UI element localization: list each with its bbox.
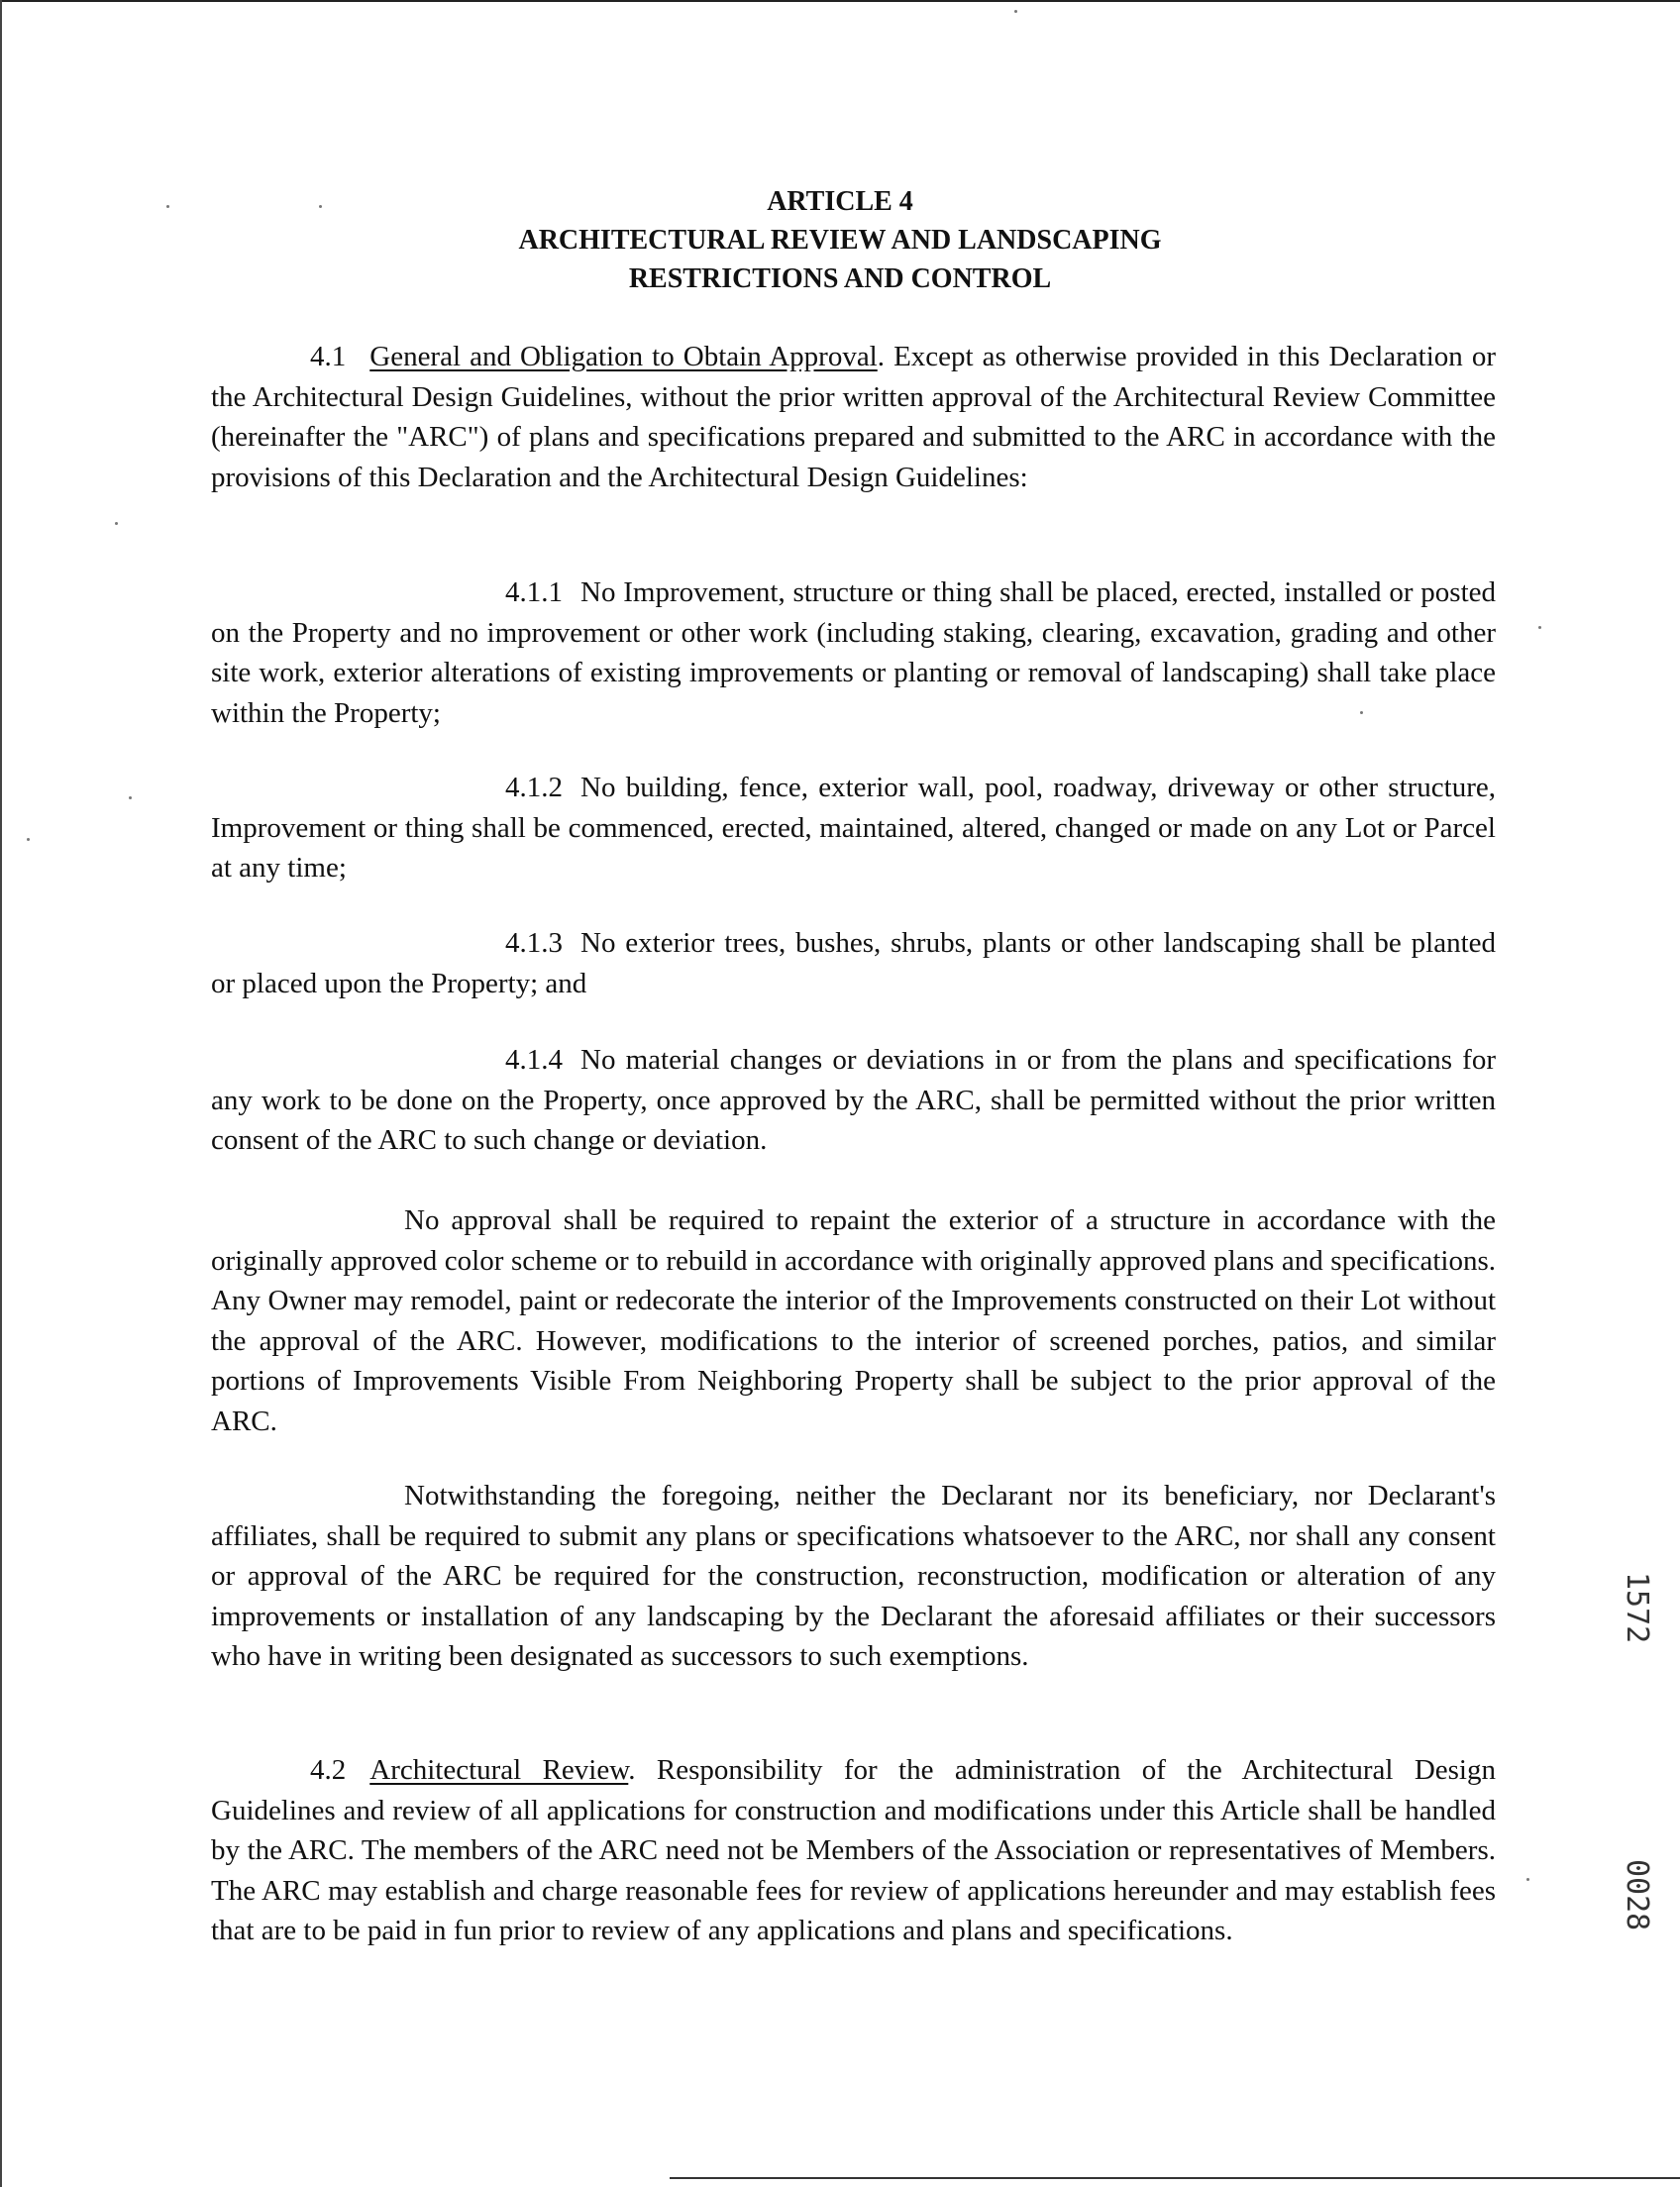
section-body: No exterior trees, bushes, shrubs, plants or other landscaping shall be planted or placed upon the Property; and [211,927,1496,999]
section-body: No building, fence, exterior wall, pool, roadway, driveway or other structure, Improvement or thing shall be commenced, erected, maintained, altered, changed or made on any Lot or Parcel at any time; [211,772,1496,884]
section-title: General and Obligation to Obtain Approval [369,341,878,372]
section-4-1 [211,337,1496,497]
scan-speck [129,796,132,799]
scan-speck [1014,10,1017,13]
article-title-line-1: ARCHITECTURAL REVIEW AND LANDSCAPING [518,225,1162,256]
scan-edge-bottom [670,2177,1680,2179]
margin-stamp-upper: 1572 [1620,1572,1654,1644]
margin-stamp-lower: 0028 [1620,1859,1654,1931]
paragraph-no-approval: No approval shall be required to repaint the exterior of a structure in accordance with the originally approved color scheme or to rebuild in accordance with originally approved plans and specifications. Any Owner may remodel, paint or redecorate the interior of the Improvements constructed on their Lot without the approval of the ARC. However, modifications to the interior of screened porches, patios, and similar portions of Improvements Visible From Neighboring Property shall be subject to the prior approval of the ARC. [211,1204,1496,1437]
section-body: No material changes or deviations in or from the plans and specifications for any work to be done on the Property, once approved by the ARC, shall be permitted without the prior written consent of the ARC to such change or deviation. [211,1044,1496,1156]
section-body: No Improvement, structure or thing shall be placed, erected, installed or posted on the Property and no improvement or other work (including staking, clearing, excavation, grading and other site work, exterior alterations of existing improvements or planting or removal of landscaping) shall take place within the Property; [211,576,1496,729]
section-body: . Except as otherwise provided in this Declaration or the Architectural Design Guidelines, without the prior written approval of the Architectural Review Committee (hereinafter the "ARC") of plans and specifications prepared and submitted to the ARC in accordance with the provisions of this Declaration and the Architectural Design Guidelines: [211,341,1496,493]
section-body: . Responsibility for the administration of the Architectural Design Guidelines and review of all applications for construction and modifications under this Article shall be handled by the ARC. The members of the ARC need not be Members of the Association or representatives of Members. The ARC may establish and charge reasonable fees for review of applications hereunder and may establish fees that are to be paid in fun prior to review of any applications and plans and specifications. [211,1754,1496,1946]
scan-speck [1526,1878,1529,1881]
section-4-1-4 [211,1040,1496,1161]
section-4-1-2 [211,768,1496,888]
section-number: 4.1.3 [505,927,563,959]
scan-speck [115,522,118,525]
article-number: ARTICLE 4 [767,186,913,217]
section-number: 4.1.4 [505,1044,563,1076]
scan-edge-left [0,0,2,2187]
scan-edge-top [0,0,1680,2]
section-title: Architectural Review [369,1754,629,1786]
scan-speck [319,205,322,208]
section-number: 4.2 [310,1754,347,1786]
scan-speck [166,205,169,208]
paragraph-notwithstanding: Notwithstanding the foregoing, neither the Declarant nor its beneficiary, nor Declarant's affiliates, shall be required to submit any plans or specifications whatsoever to the ARC, nor shall any consent or approval of the ARC be required for the construction, reconstruction, modification or alteration of any improvements or installation of any landscaping by the Declarant the aforesaid affiliates or their successors who have in writing been designated as successors to such exemptions. [211,1480,1496,1672]
section-4-1-1 [211,573,1496,733]
scan-speck [1538,626,1541,629]
scan-speck [27,838,30,841]
section-4-2 [211,1750,1496,1951]
section-number: 4.1 [310,341,347,372]
scan-speck [1360,711,1363,714]
section-4-1-3 [211,923,1496,1003]
section-number: 4.1.2 [505,772,563,803]
section-number: 4.1.1 [505,576,563,608]
article-title-line-2: RESTRICTIONS AND CONTROL [628,263,1052,294]
